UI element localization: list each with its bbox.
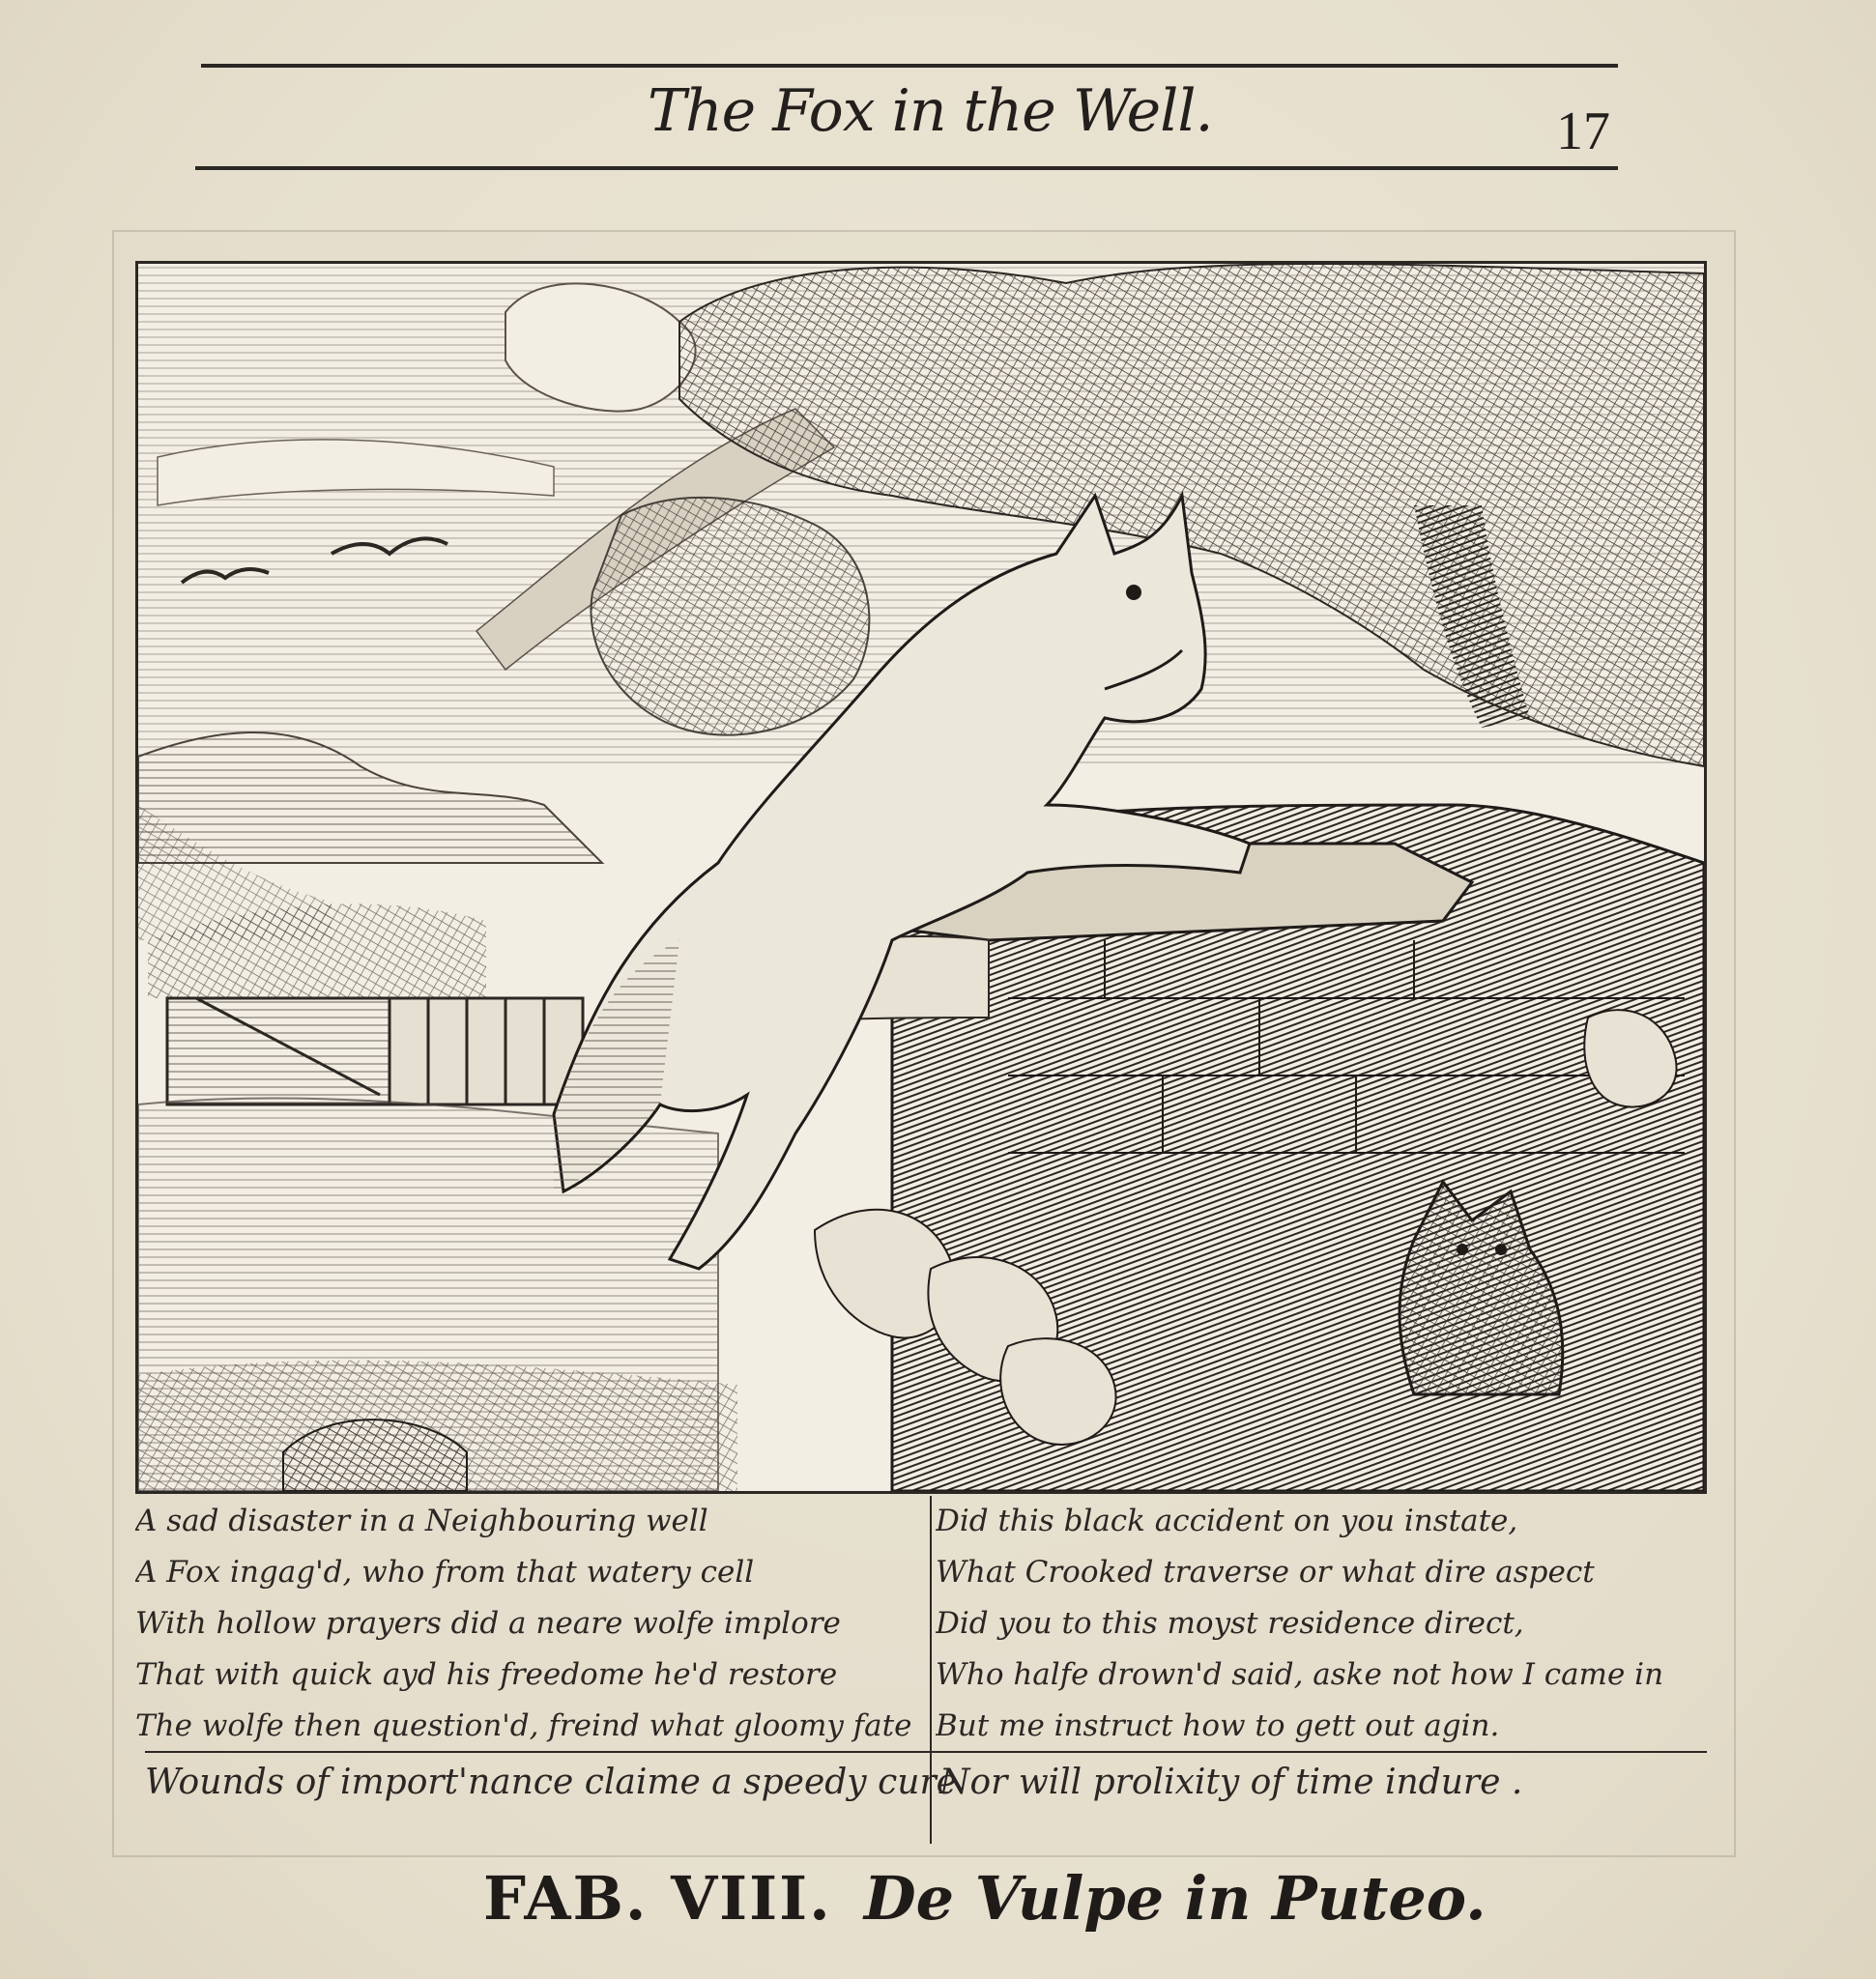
- engraving-svg: [138, 264, 1704, 1491]
- running-title: The Fox in the Well.: [648, 77, 1213, 145]
- fable-latin-title: De Vulpe in Puteo.: [863, 1863, 1486, 1934]
- verse-line: But me instruct how to gett out agin.: [936, 1708, 1500, 1743]
- fable-footer: [483, 1863, 1486, 1934]
- header-rule-top: [201, 64, 1618, 68]
- page-number: 17: [1556, 101, 1610, 161]
- verse-line: With hollow prayers did a neare wolfe implore: [135, 1606, 841, 1641]
- verse-column-left: [135, 1496, 918, 1752]
- verse-column-right: [936, 1496, 1718, 1752]
- header-rule-bottom: [195, 166, 1618, 170]
- verse-line: A sad disaster in a Neighbouring well: [135, 1504, 708, 1538]
- couplet-rule: [145, 1751, 1707, 1753]
- verse-line: Who halfe drown'd said, aske not how I came in: [936, 1657, 1664, 1692]
- verse-area: [135, 1496, 1705, 1844]
- verse-line: What Crooked traverse or what dire aspect: [936, 1555, 1595, 1590]
- verse-line: Did this black accident on you instate,: [936, 1504, 1518, 1538]
- verse-line: A Fox ingag'd, who from that watery cell: [135, 1555, 755, 1590]
- verse-line: Did you to this moyst residence direct,: [936, 1606, 1524, 1641]
- gate: [167, 998, 583, 1104]
- moral-couplet-left: Wounds of import'nance claime a speedy cure: [145, 1763, 957, 1802]
- engraving-illustration: [135, 261, 1707, 1494]
- verse-line: The wolfe then question'd, freind what gloomy fate: [135, 1708, 912, 1743]
- moral-couplet-right: Nor will prolixity of time indure .: [939, 1763, 1523, 1802]
- verse-line: That with quick ayd his freedome he'd restore: [135, 1657, 838, 1692]
- fable-number: FAB. VIII.: [483, 1863, 832, 1934]
